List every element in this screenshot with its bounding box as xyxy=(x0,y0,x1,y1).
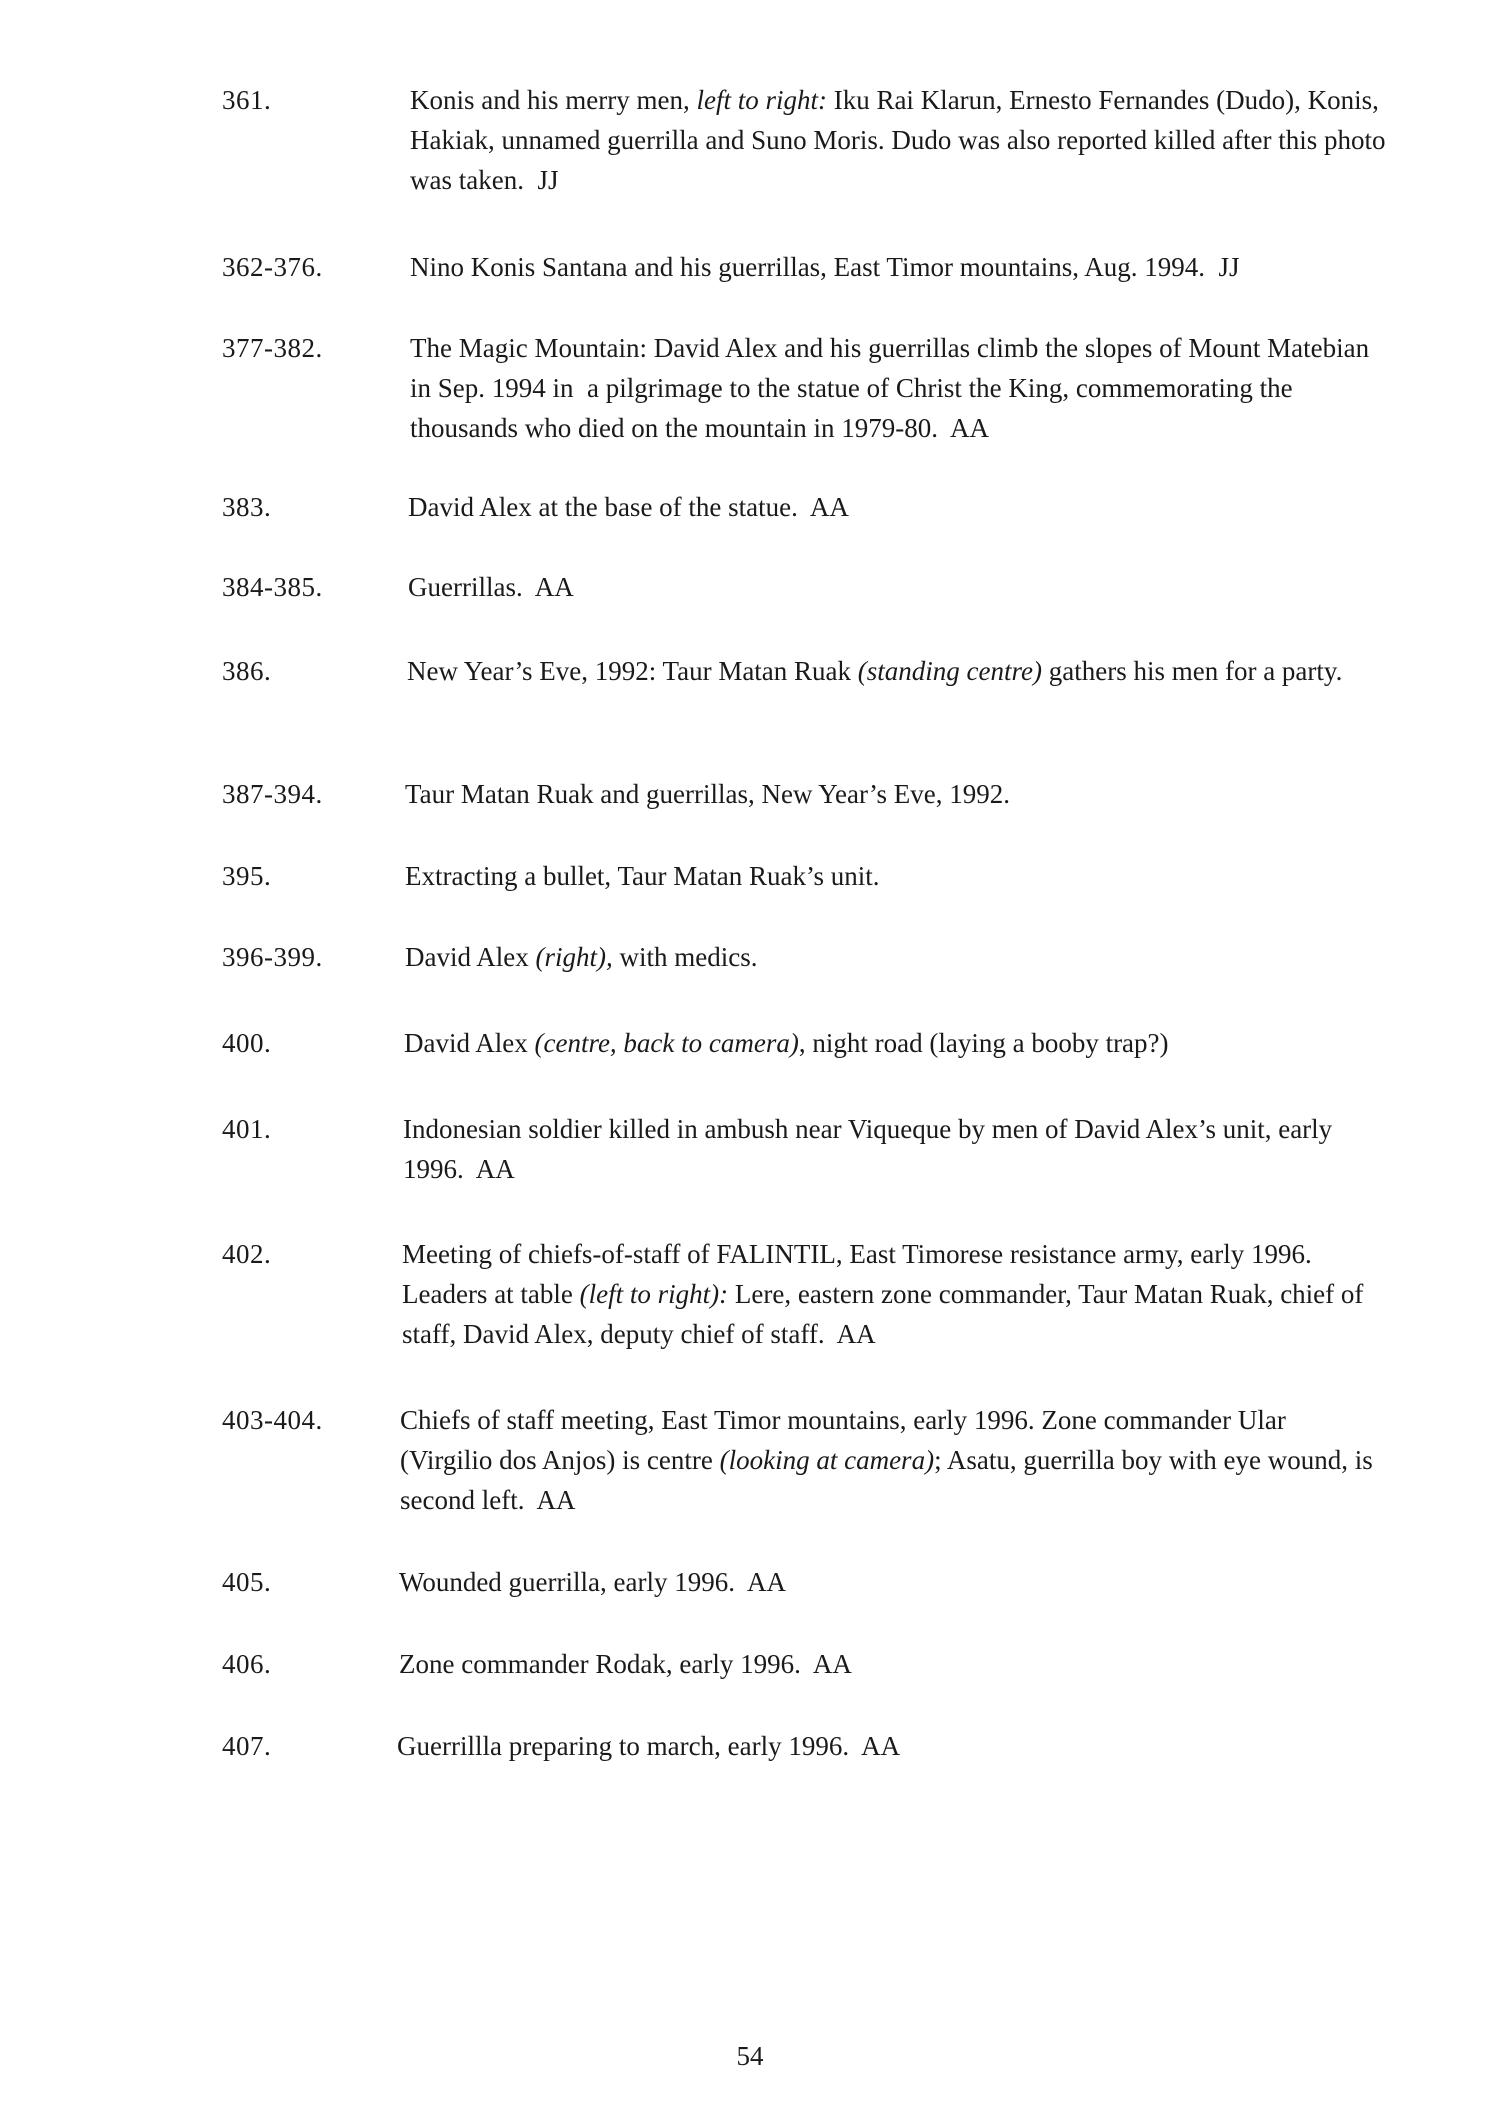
caption-text-part: David Alex xyxy=(405,942,536,972)
caption-text-part: with medics. xyxy=(612,942,758,972)
caption-number: 405. xyxy=(222,1567,272,1597)
caption-text xyxy=(408,487,1388,527)
caption-number: 395. xyxy=(222,861,272,891)
caption-text xyxy=(402,1234,1382,1354)
caption-text xyxy=(407,651,1387,691)
caption-number: 403-404. xyxy=(222,1405,323,1435)
caption-text-part: gathers his men for a party. xyxy=(1042,656,1343,686)
caption-text xyxy=(404,1023,1384,1063)
caption-number: 377-382. xyxy=(222,333,323,363)
caption-text-italic: (centre, back to camera) xyxy=(534,1028,799,1058)
caption-number: 362-376. xyxy=(222,252,323,282)
caption-text-italic: (left to right): xyxy=(579,1279,729,1309)
caption-text-part: David Alex at the base of the statue. AA xyxy=(408,492,849,522)
caption-number: 384-385. xyxy=(222,572,323,602)
caption-number: 400. xyxy=(222,1028,272,1058)
caption-text-part: Lere, eastern zone commander, Taur Matan Ruak, chief of staff, David Alex, deputy chief of staff. AA xyxy=(402,1279,1371,1349)
caption-text xyxy=(399,1562,1379,1602)
caption-text-part: David Alex xyxy=(404,1028,535,1058)
caption-text xyxy=(405,774,1385,814)
caption-number: 406. xyxy=(222,1649,272,1679)
caption-text-italic: (standing centre) xyxy=(857,656,1042,686)
caption-text xyxy=(399,1644,1379,1684)
page-number: 54 xyxy=(736,2041,764,2071)
caption-text-part: Konis and his merry men, xyxy=(410,85,697,115)
caption-number: 386. xyxy=(222,656,272,686)
caption-text-part: , night road (laying a booby trap?) xyxy=(798,1028,1169,1058)
caption-text xyxy=(405,937,1385,977)
caption-text-part: New Year’s Eve, 1992: Taur Matan Ruak xyxy=(407,656,858,686)
caption-text xyxy=(397,1726,1377,1766)
caption-text-part: Guerrillas. AA xyxy=(408,572,574,602)
caption-text-italic: (right), xyxy=(535,942,613,972)
caption-number: 361. xyxy=(222,85,272,115)
caption-text-part: Wounded guerrilla, early 1996. AA xyxy=(399,1567,786,1597)
caption-text-part: Guerrillla preparing to march, early 1996. AA xyxy=(397,1731,901,1761)
caption-text-part: Meeting of chiefs-of-staff of FALINTIL, East Timorese resistance army, early 1996. Leaders at table xyxy=(402,1239,1319,1309)
caption-text xyxy=(410,328,1390,448)
caption-text xyxy=(400,1400,1380,1520)
caption-text-part: Taur Matan Ruak and guerrillas, New Year’s Eve, 1992. xyxy=(405,779,1010,809)
caption-number: 387-394. xyxy=(222,779,323,809)
caption-text xyxy=(408,567,1388,607)
caption-text xyxy=(403,1109,1383,1189)
caption-number: 407. xyxy=(222,1731,272,1761)
caption-text-part: ; Asatu, guerrilla boy with eye wound, is second left. AA xyxy=(400,1445,1380,1515)
caption-number: 401. xyxy=(222,1114,272,1144)
caption-text xyxy=(410,80,1393,200)
caption-text-italic: (looking at camera) xyxy=(719,1445,935,1475)
caption-text xyxy=(405,856,1385,896)
caption-text-part: Zone commander Rodak, early 1996. AA xyxy=(399,1649,852,1679)
caption-text-part: Indonesian soldier killed in ambush near Viqueque by men of David Alex’s unit, early 1996. AA xyxy=(403,1114,1339,1184)
caption-number: 383. xyxy=(222,492,272,522)
caption-text-part: Extracting a bullet, Taur Matan Ruak’s unit. xyxy=(405,861,880,891)
caption-text-part: Iku Rai Klarun, Ernesto Fernandes (Dudo), Konis, Hakiak, unnamed guerrilla and Suno Moris. Dudo was also reported killed after this photo was taken. JJ xyxy=(410,85,1393,195)
caption-text xyxy=(410,247,1390,287)
caption-text-part: Nino Konis Santana and his guerrillas, East Timor mountains, Aug. 1994. JJ xyxy=(410,252,1240,282)
caption-text-italic: left to right: xyxy=(696,85,827,115)
caption-text-part: Chiefs of staff meeting, East Timor mountains, early 1996. Zone commander Ular (Virgilio dos Anjos) is centre xyxy=(400,1405,1293,1475)
caption-number: 396-399. xyxy=(222,942,323,972)
caption-text-part: The Magic Mountain: David Alex and his guerrillas climb the slopes of Mount Matebian in Sep. 1994 in a pilgrimage to the statue of Christ the King, commemorating the thousands who died on the mountain in 1979-80. AA xyxy=(410,333,1376,443)
caption-number: 402. xyxy=(222,1239,272,1269)
